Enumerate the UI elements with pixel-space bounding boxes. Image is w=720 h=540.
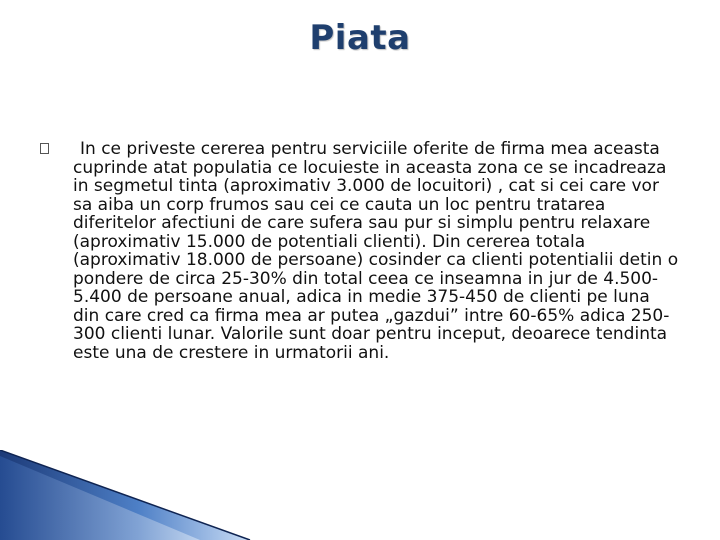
- corner-wedge-overlay: [0, 456, 200, 540]
- slide-title: Piata: [309, 18, 411, 58]
- corner-decoration: [0, 450, 260, 540]
- bullet-square-icon: [40, 143, 49, 154]
- bullet-item: [40, 140, 680, 362]
- body-text: In ce priveste cererea pentru serviciile oferite de firma mea aceasta cuprinde atat populatia ce locuieste in aceasta zona ce se incadreaza in segmetul tinta (aproximativ 3.000 de locuitori) , cat si cei care vor sa aiba un corp frumos sau cei ce cauta un loc pentru tratarea diferitelor afectiuni de care sufera sau pur si simplu pentru relaxare (aproximativ 15.000 de potentiali clienti). Din cererea totala (aproximativ 18.000 de persoane) cosinder ca clienti potentialii detin o pondere de circa 25-30% din total ceea ce inseamna in jur de 4.500-5.400 de persoane anual, adica in medie 375-450 de clienti pe luna din care cred ca firma mea ar putea „gazdui” intre 60-65% adica 250-300 clienti lunar. Valorile sunt doar pentru inceput, deoarece tendinta este una de crestere in urmatorii ani.: [73, 139, 679, 363]
